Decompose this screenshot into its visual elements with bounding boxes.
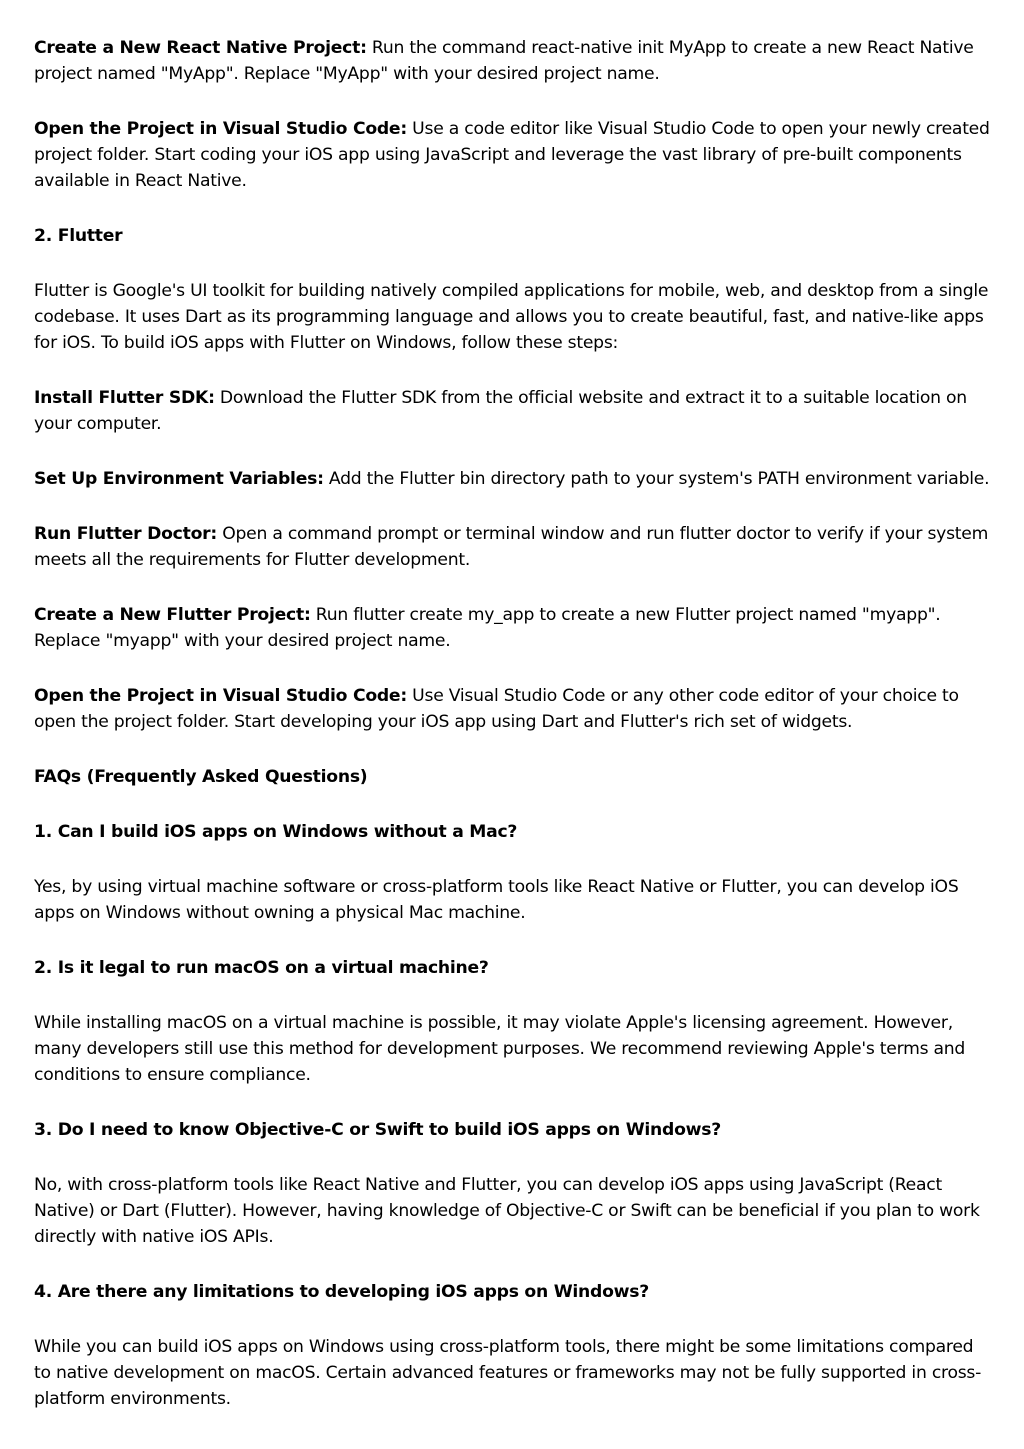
paragraph-text: Flutter is Google's UI toolkit for building natively compiled applications for mobile, web, and desktop from a single codebase. It uses Dart as its programming language and allows you to create beautiful, fast, and native-like apps for iOS. To build iOS apps with Flutter on Windows, follow these steps: [34, 281, 989, 353]
faq-3-answer [34, 1172, 994, 1250]
paragraph-text: While you can build iOS apps on Windows using cross-platform tools, there might be some limitations compared to native development on macOS. Certain advanced features or frameworks may not be fully supported in cross-platform environments. [34, 1337, 982, 1409]
paragraph-lead: Create a New Flutter Project: [34, 605, 311, 625]
open-project-vscode-react-paragraph [34, 116, 994, 194]
paragraph-lead: Open the Project in Visual Studio Code: [34, 686, 407, 706]
faq-3-question: 3. Do I need to know Objective-C or Swift to build iOS apps on Windows? [34, 1120, 721, 1140]
paragraph-text: Run flutter create my_app to create a new Flutter project named "myapp". Replace "myapp" with your desired project name. [34, 605, 941, 651]
faq-1-question: 1. Can I build iOS apps on Windows without a Mac? [34, 822, 518, 842]
install-flutter-sdk-paragraph [34, 385, 994, 437]
paragraph-text: Use a code editor like Visual Studio Code to open your newly created project folder. Start coding your iOS app using JavaScript and leverage the vast library of pre-built components available in React Native. [34, 119, 990, 191]
document-body [34, 35, 994, 1441]
paragraph-lead: Run Flutter Doctor: [34, 524, 217, 544]
env-variables-paragraph [34, 466, 994, 492]
paragraph-lead: Install Flutter SDK: [34, 388, 215, 408]
flutter-heading: 2. Flutter [34, 226, 123, 246]
paragraph-text: While installing macOS on a virtual machine is possible, it may violate Apple's licensing agreement. However, many developers still use this method for development purposes. We recommend reviewing Apple's terms and conditions to ensure compliance. [34, 1013, 966, 1085]
paragraph-lead: Set Up Environment Variables: [34, 469, 324, 489]
paragraph-text: Yes, by using virtual machine software or cross-platform tools like React Native or Flutter, you can develop iOS apps on Windows without owning a physical Mac machine. [34, 877, 959, 923]
paragraph-text: Open a command prompt or terminal window and run flutter doctor to verify if your system meets all the requirements for Flutter development. [34, 524, 989, 570]
flutter-doctor-paragraph [34, 521, 994, 573]
paragraph-text: Run the command react-native init MyApp to create a new React Native project named "MyApp". Replace "MyApp" with your desired project name. [34, 38, 974, 84]
paragraph-text: Download the Flutter SDK from the official website and extract it to a suitable location on your computer. [34, 388, 967, 434]
paragraph-text: Use Visual Studio Code or any other code editor of your choice to open the project folder. Start developing your iOS app using Dart and Flutter's rich set of widgets. [34, 686, 959, 732]
faq-2-answer [34, 1010, 994, 1088]
create-flutter-project-paragraph [34, 602, 994, 654]
flutter-intro-paragraph [34, 278, 994, 356]
faq-4-question: 4. Are there any limitations to developing iOS apps on Windows? [34, 1282, 649, 1302]
faqs-heading: FAQs (Frequently Asked Questions) [34, 767, 368, 787]
faq-2-question: 2. Is it legal to run macOS on a virtual machine? [34, 958, 489, 978]
paragraph-text: No, with cross-platform tools like React Native and Flutter, you can develop iOS apps using JavaScript (React Native) or Dart (Flutter). However, having knowledge of Objective-C or Swift can be beneficial if you plan to work directly with native iOS APIs. [34, 1175, 980, 1247]
create-react-native-project-paragraph [34, 35, 994, 87]
faq-4-answer [34, 1334, 994, 1412]
paragraph-lead: Create a New React Native Project: [34, 38, 367, 58]
faq-1-answer [34, 874, 994, 926]
paragraph-text: Add the Flutter bin directory path to your system's PATH environment variable. [323, 469, 990, 489]
paragraph-lead: Open the Project in Visual Studio Code: [34, 119, 407, 139]
open-project-vscode-flutter-paragraph [34, 683, 994, 735]
